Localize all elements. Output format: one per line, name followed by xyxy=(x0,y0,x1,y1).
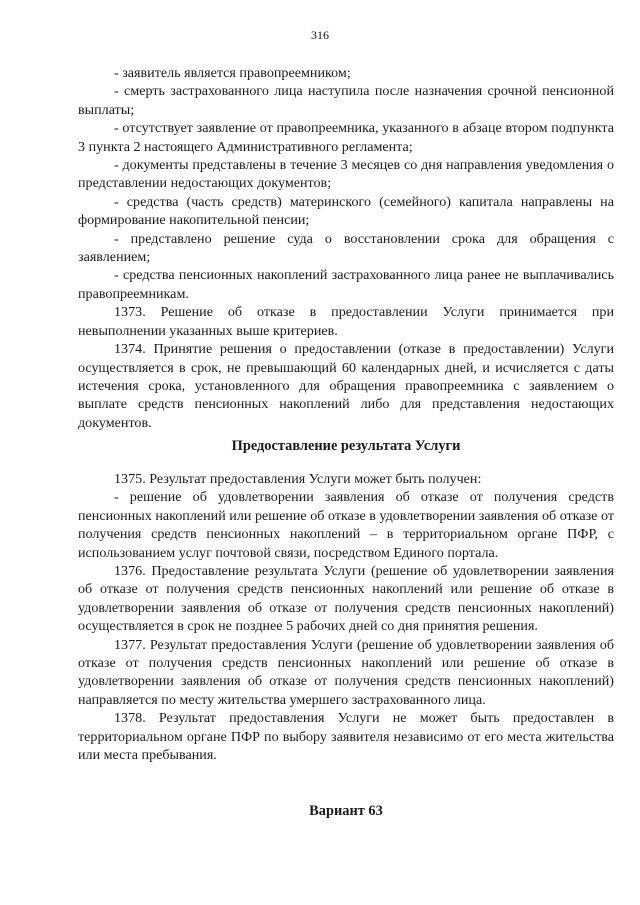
variant-heading: Вариант 63 xyxy=(309,803,383,819)
paragraph: - средства (часть средств) материнского (семейного) капитала направлены на формирование накопительной пенсии; xyxy=(78,193,614,229)
paragraph: 1375. Результат предоставления Услуги может быть получен: xyxy=(114,471,482,487)
paragraph: 1378. Результат предоставления Услуги не может быть предоставлен в территориальном органе ПФР по выбору заявителя независимо от его места жительства или места пребывания. xyxy=(78,710,614,764)
paragraph: 1374. Принятие решения о предоставлении (отказе в предоставлении) Услуги осуществляется в срок, не превышающий 60 календарных дней, и исчисляется с даты истечения срока, установленного для обращения правопреемника с заявлением о выплате средств пенсионных накоплений либо для представления недостающих документов. xyxy=(78,341,614,431)
paragraph: - отсутствует заявление от правопреемника, указанного в абзаце втором подпункта 3 пункта 2 настоящего Административного регламента; xyxy=(78,120,614,155)
paragraph: - представлено решение суда о восстановлении срока для обращения с заявлением; xyxy=(78,230,614,266)
paragraph: - заявитель является правопреемником; xyxy=(114,65,351,81)
body-text-block-2 xyxy=(78,470,614,765)
paragraph: 1373. Решение об отказе в предоставлении Услуги принимается при невыполнении указанных выше критериев. xyxy=(78,304,614,339)
page-number: 316 xyxy=(311,28,329,42)
paragraph: - средства пенсионных накоплений застрахованного лица ранее не выплачивались правопреемникам. xyxy=(78,267,614,302)
paragraph: 1377. Результат предоставления Услуги (решение об удовлетворении заявления об отказе от получения средств пенсионных накоплений или решение об отказе в удовлетворении заявления об отказе от получения средств пенсионных накоплений) направляется по месту жительства умершего застрахованного лица. xyxy=(78,636,614,708)
paragraph: 1376. Предоставление результата Услуги (решение об удовлетворении заявления об отказе от получения средств пенсионных накоплений или решение об отказе в удовлетворении заявления об отказе от получения средств пенсионных накоплений) осуществляется в срок не позднее 5 рабочих дней со дня принятия решения. xyxy=(78,563,614,635)
paragraph: - смерть застрахованного лица наступила после назначения срочной пенсионной выплаты; xyxy=(78,83,614,118)
paragraph: - документы представлены в течение 3 месяцев со дня направления уведомления о представлении недостающих документов; xyxy=(78,157,614,192)
section-heading: Предоставление результата Услуги xyxy=(231,438,461,454)
paragraph: - решение об удовлетворении заявления об отказе от получения средств пенсионных накоплений или решение об отказе в удовлетворении заявления об отказе от получения средств пенсионных накоплений – в территориальном органе ПФР, с использованием услуг почтовой связи, посредством Единого портала. xyxy=(78,489,614,561)
body-text-block-1 xyxy=(78,64,614,432)
